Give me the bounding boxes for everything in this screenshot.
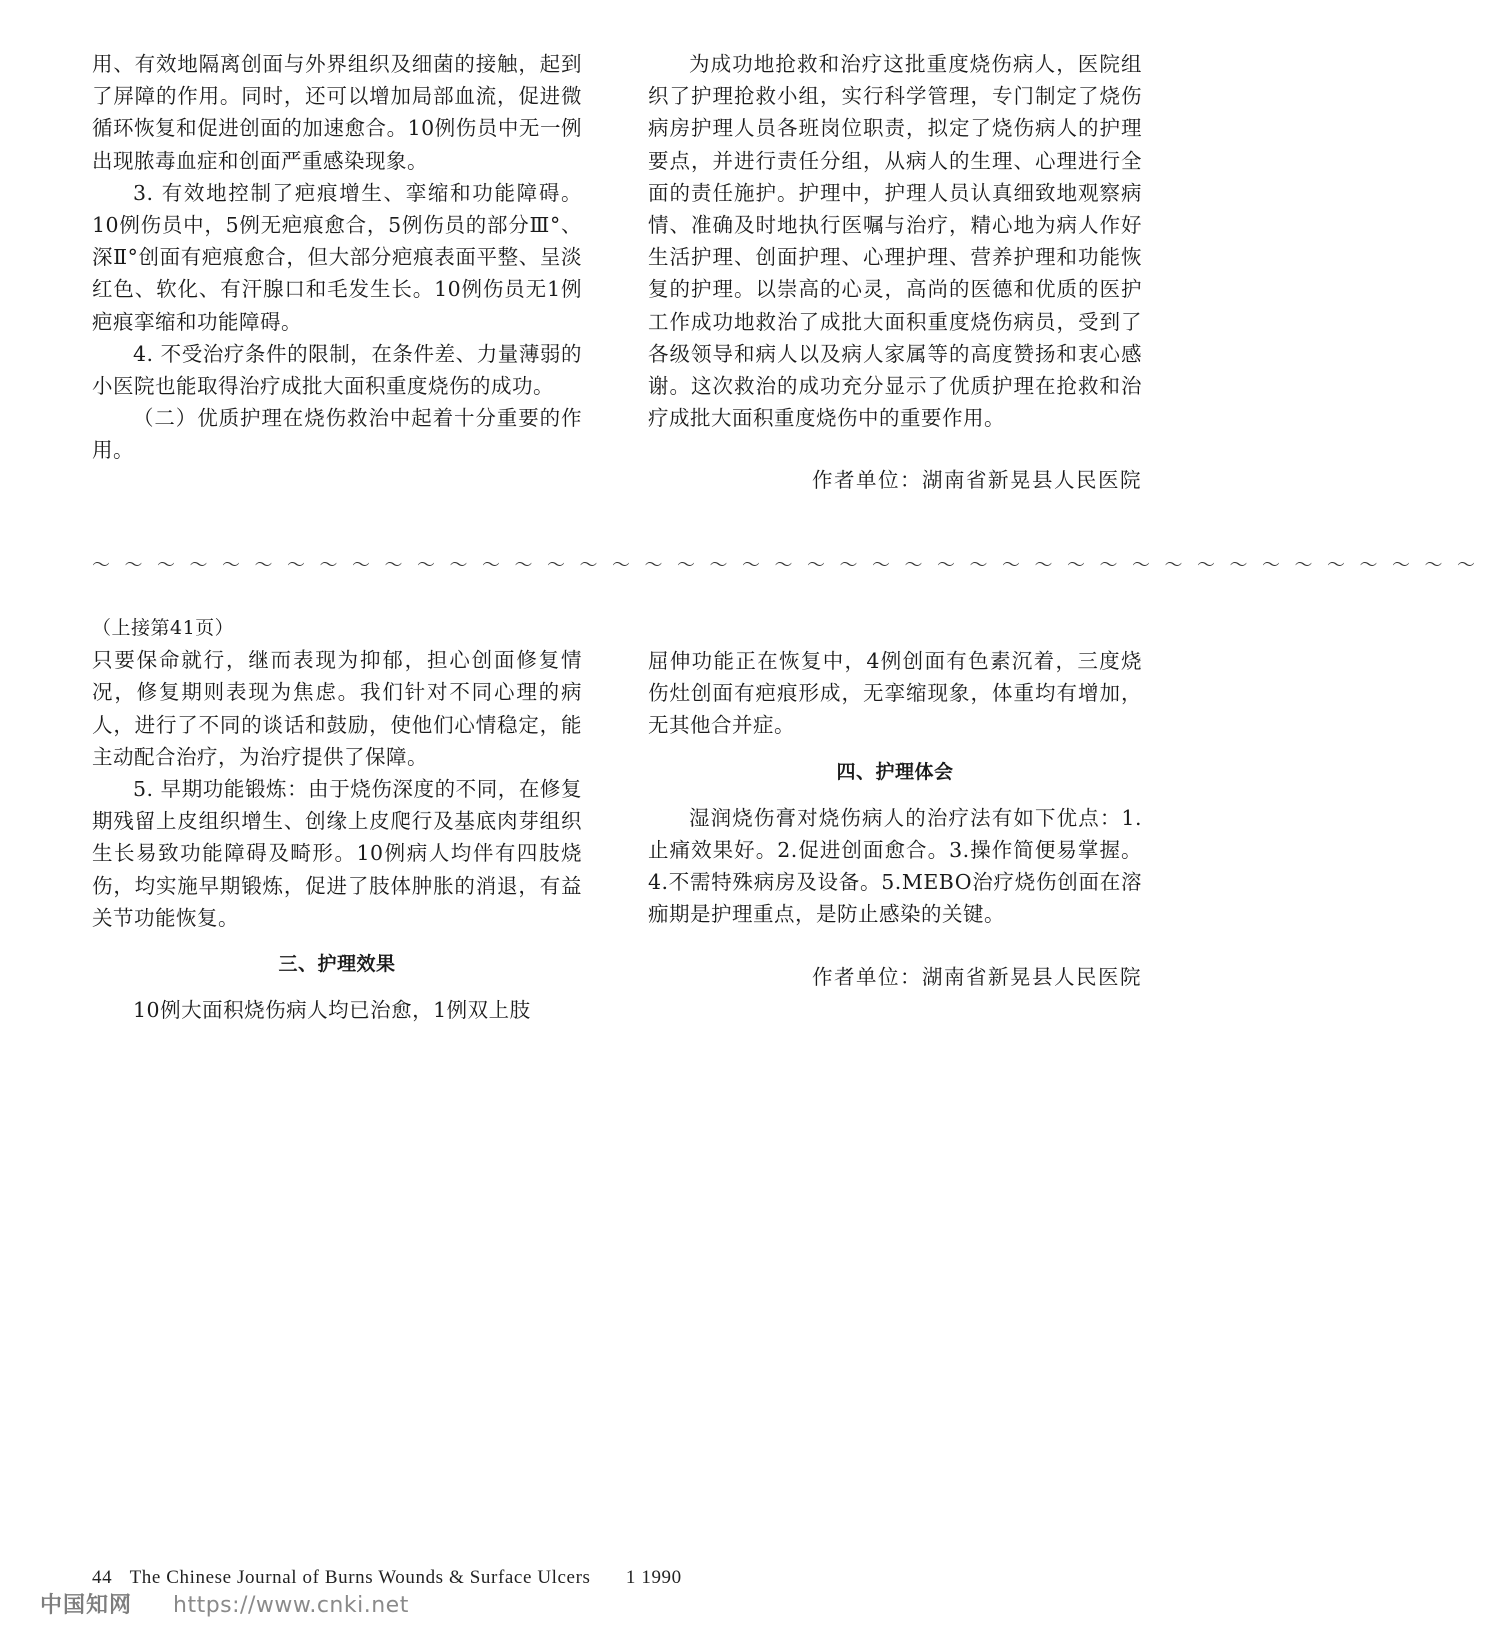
paragraph: 5. 早期功能锻炼：由于烧伤深度的不同，在修复期残留上皮组织增生、创缘上皮爬行及基底肉芽组织生长易致功能障碍及畸形。10例病人均伴有四肢烧伤，均实施早期锻炼，促进了肢体肿胀的消退，有益关节功能恢复。 [92, 777, 582, 930]
section-subheading: （二）优质护理在烧伤救治中起着十分重要的作用。 [92, 406, 582, 463]
continued-from-label: （上接第41页） [92, 617, 235, 639]
paragraph: 湿润烧伤膏对烧伤病人的治疗法有如下优点：1.止痛效果好。2.促进创面愈合。3.操作简便易掌握。4.不需特殊病房及设备。5.MEBO治疗烧伤创面在溶痂期是护理重点，是防止感染的关键。 [648, 805, 1142, 927]
paragraph: 4. 不受治疗条件的限制，在条件差、力量薄弱的小医院也能取得治疗成批大面积重度烧伤的成功。 [92, 341, 582, 399]
top-left-column [92, 48, 582, 467]
page-footer [92, 1567, 892, 1589]
paragraph: 为成功地抢救和治疗这批重度烧伤病人，医院组织了护理抢救小组，实行科学管理，专门制定了烧伤病房护理人员各班岗位职责，拟定了烧伤病人的护理要点，并进行责任分组，从病人的生理、心理进行全面的责任施护。护理中，护理人员认真细致地观察病情、准确及时地执行医嘱与治疗，精心地为病人作好生活护理、创面护理、心理护理、营养护理和功能恢复的护理。以崇高的心灵，高尚的医德和优质的医护工作成功地救治了成批大面积重度烧伤病员，受到了各级领导和病人以及病人家属等的高度赞扬和衷心感谢。这次救治的成功充分显示了优质护理在抢救和治疗成批大面积重度烧伤中的重要作用。 [648, 52, 1142, 431]
section-heading: 三、护理效果 [278, 953, 396, 976]
bottom-left-column [92, 612, 582, 1026]
journal-title: The Chinese Journal of Burns Wounds & Surface Ulcers [129, 1567, 591, 1588]
paragraph: 用、有效地隔离创面与外界组织及细菌的接触，起到了屏障的作用。同时，还可以增加局部血流，促进微循环恢复和促进创面的加速愈合。10例伤员中无一例出现脓毒血症和创面严重感染现象。 [92, 52, 582, 173]
cnki-watermark [40, 1588, 409, 1619]
cnki-logo: 中国知网 [40, 1593, 133, 1618]
issue-label: 1 1990 [625, 1567, 682, 1588]
wavy-divider: ～～～～～～～～～～～～～～～～～～～～～～～～～～～～～～～～～～～～～～～～～～～ [92, 555, 1490, 576]
paragraph: 10例大面积烧伤病人均已治愈，1例双上肢 [133, 998, 531, 1023]
author-affiliation: 作者单位：湖南省新晃县人民医院 [812, 468, 1142, 493]
section-heading: 四、护理体会 [836, 760, 954, 783]
bottom-right-column [648, 645, 1142, 993]
paragraph: 3. 有效地控制了疤痕增生、挛缩和功能障碍。10例伤员中，5例无疤痕愈合，5例伤员的部分Ⅲ°、深Ⅱ°创面有疤痕愈合，但大部分疤痕表面平整、呈淡红色、软化、有汗腺口和毛发生长。10例伤员无1例疤痕挛缩和功能障碍。 [92, 180, 582, 334]
paragraph: 只要保命就行，继而表现为抑郁，担心创面修复情况，修复期则表现为焦虑。我们针对不同心理的病人，进行了不同的谈话和鼓励，使他们心情稳定，能主动配合治疗，为治疗提供了保障。 [92, 648, 582, 769]
cnki-url[interactable]: https://www.cnki.net [173, 1593, 409, 1618]
page-number: 44 [92, 1567, 113, 1588]
top-right-column [648, 48, 1142, 497]
author-affiliation: 作者单位：湖南省新晃县人民医院 [812, 964, 1142, 989]
paragraph: 屈伸功能正在恢复中，4例创面有色素沉着，三度烧伤灶创面有疤痕形成，无挛缩现象，体重均有增加，无其他合并症。 [648, 649, 1142, 738]
